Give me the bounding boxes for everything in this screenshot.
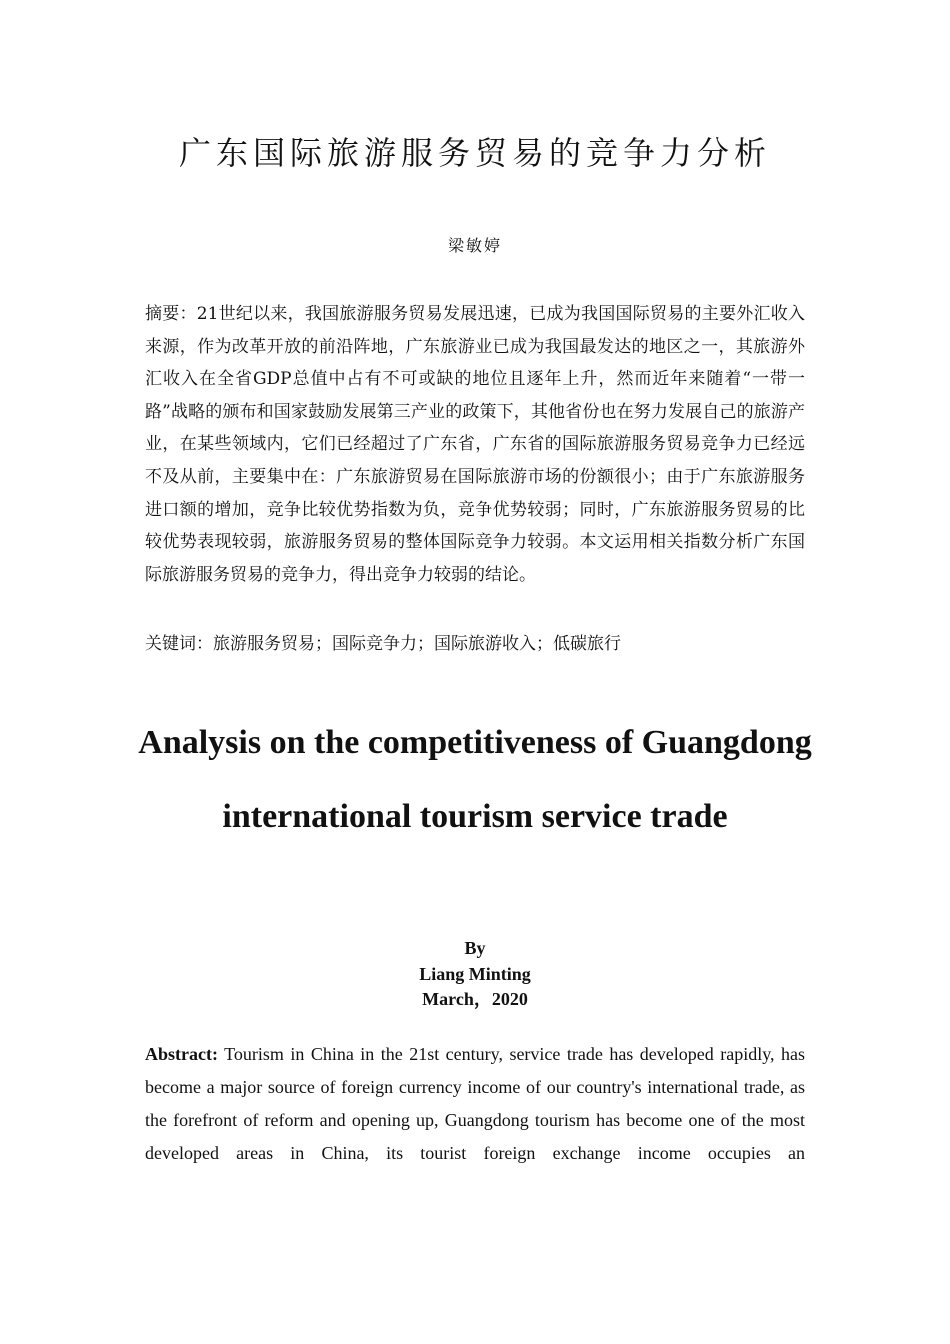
english-abstract-label: Abstract: — [145, 1044, 218, 1064]
english-date: March，2020 — [422, 989, 528, 1009]
chinese-abstract-text: 21世纪以来，我国旅游服务贸易发展迅速，已成为我国国际贸易的主要外汇收入来源，作为改革开放的前沿阵地，广东旅游业已成为我国最发达的地区之一，其旅游外汇收入在全省GDP总值中占有不可或缺的地位且逐年上升，然而近年来随着“一带一路”战略的颁布和国家鼓励发展第三产业的政策下，其他省份也在努力发展自己的旅游产业，在某些领域内，它们已经超过了广东省，广东省的国际旅游服务贸易竞争力已经远不及从前，主要集中在：广东旅游贸易在国际旅游市场的份额很小；由于广东旅游服务进口额的增加，竞争比较优势指数为负，竞争优势较弱；同时，广东旅游服务贸易的比较优势表现较弱，旅游服务贸易的整体国际竞争力较弱。本文运用相关指数分析广东国际旅游服务贸易的竞争力，得出竞争力较弱的结论。 — [145, 304, 805, 585]
chinese-abstract-label: 摘要： — [145, 304, 197, 324]
english-byline — [0, 936, 950, 1013]
chinese-abstract — [145, 298, 805, 591]
chinese-author: 梁敏婷 — [447, 236, 502, 255]
english-by-label: By — [464, 938, 486, 958]
english-abstract — [145, 1038, 805, 1170]
english-title: Analysis on the competitiveness of Guangdong international tourism service trade — [138, 724, 812, 835]
chinese-keywords — [145, 628, 805, 660]
chinese-title: 广东国际旅游服务贸易的竞争力分析 — [178, 134, 771, 172]
chinese-keywords-label: 关键词： — [145, 634, 213, 654]
english-author: Liang Minting — [419, 963, 531, 984]
english-abstract-text: Tourism in China in the 21st century, service trade has developed rapidly, has become a major source of foreign currency income of our country's international trade, as the forefront of reform and opening up, Guangdong tourism has become one of the most developed areas in China, its tourist foreign exchange income occupies an — [145, 1044, 805, 1163]
chinese-keywords-text: 旅游服务贸易；国际竞争力；国际旅游收入；低碳旅行 — [213, 634, 621, 654]
